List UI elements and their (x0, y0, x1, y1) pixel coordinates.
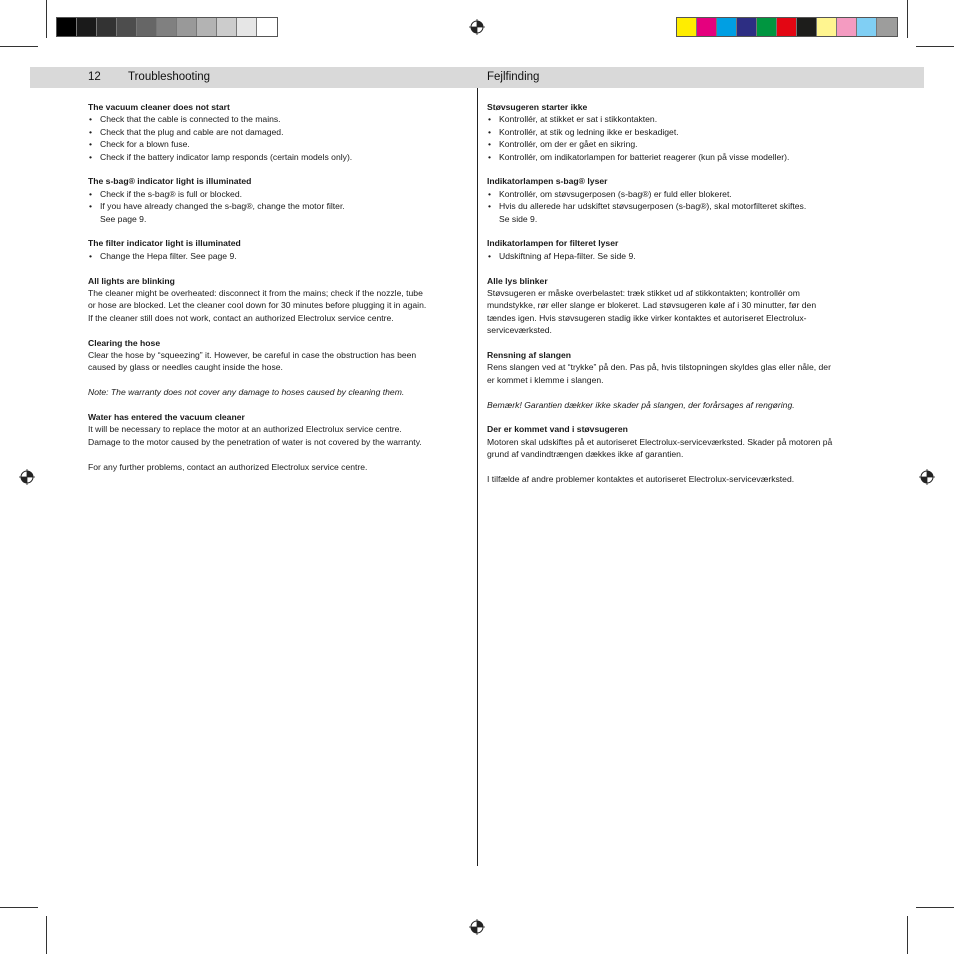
paragraph-line: caused by glass or needles caught inside the hose. (88, 362, 283, 373)
section-sbag-light (487, 175, 887, 225)
warranty-note (487, 399, 887, 411)
color-swatch (697, 18, 717, 36)
color-swatch (837, 18, 857, 36)
color-swatch (817, 18, 837, 36)
bullet-list (88, 250, 470, 262)
paragraph-line: Damage to the motor caused by the penetration of water is not covered by the warranty. (88, 436, 422, 447)
bullet-list (487, 113, 887, 163)
page-number: 12 (88, 71, 101, 83)
note-text: Note: The warranty does not cover any damage to hoses caused by cleaning them. (88, 387, 405, 398)
paragraph-line: Clear the hose by “squeezing” it. However, be careful in case the obstruction has been (88, 350, 417, 361)
color-swatch (197, 18, 217, 36)
section-sbag-light (88, 175, 470, 225)
list-item: • Check that the cable is connected to the mains. (88, 113, 470, 125)
list-item: • Change the Hepa filter. See page 9. (88, 250, 470, 262)
list-item: • Check if the s-bag® is full or blocked. (88, 188, 470, 200)
section-heading: All lights are blinking (88, 275, 175, 286)
registration-mark-icon (919, 469, 935, 485)
list-item (88, 200, 470, 225)
paragraph-line: Motoren skal udskiftes på et autoriseret Electrolux-serviceværksted. Skader på motoren på (487, 436, 833, 447)
section-heading: Indikatorlampen for filteret lyser (487, 238, 619, 249)
color-swatch (857, 18, 877, 36)
page-title-da: Fejlfinding (487, 71, 540, 83)
list-item: • Udskiftning af Hepa-filter. Se side 9. (487, 250, 887, 262)
warranty-note (88, 386, 470, 398)
list-item: • Kontrollér, at stik og ledning ikke er beskadiget. (487, 126, 887, 138)
color-swatch (77, 18, 97, 36)
color-swatch (157, 18, 177, 36)
section-heading: The vacuum cleaner does not start (88, 102, 230, 112)
section-water (487, 423, 887, 460)
list-item (487, 200, 887, 225)
section-lights-blinking (88, 275, 470, 325)
list-item-continuation: Se side 9. (499, 213, 538, 224)
section-heading: Rensning af slangen (487, 350, 572, 361)
list-item-text: Hvis du allerede har udskiftet støvsugerposen (s-bag®), skal motorfilteret skiftes. (499, 201, 807, 212)
list-item: • Check if the battery indicator lamp responds (certain models only). (88, 151, 470, 163)
color-swatch (757, 18, 777, 36)
section-lights-blinking (487, 275, 887, 337)
paragraph-line: er kommet i klemme i slangen. (487, 374, 604, 385)
registration-mark-icon (469, 19, 485, 35)
bullet-list (88, 188, 470, 225)
section-filter-light (88, 237, 470, 262)
list-item: • Kontrollér, om støvsugerposen (s-bag®) er fuld eller blokeret. (487, 188, 887, 200)
section-heading: Der er kommet vand i støvsugeren (487, 424, 628, 435)
registration-mark-icon (469, 919, 485, 935)
color-swatch (137, 18, 157, 36)
section-water (88, 411, 470, 448)
list-item: • Kontrollér, om indikatorlampen for batteriet reagerer (kun på visse modeller). (487, 151, 887, 163)
section-heading: The filter indicator light is illuminated (88, 238, 241, 249)
gray-calibration-bar (56, 17, 278, 37)
color-swatch (877, 18, 897, 36)
list-item: • Check that the plug and cable are not damaged. (88, 126, 470, 138)
section-not-start (487, 101, 887, 163)
section-clearing-hose (487, 349, 887, 386)
color-swatch (117, 18, 137, 36)
paragraph-line: Rens slangen ved at “trykke” på den. Pas på, hvis tilstopningen skyldes glas eller nåle, der (487, 362, 831, 373)
bullet-list (487, 188, 887, 225)
color-calibration-bar (676, 17, 898, 37)
color-swatch (717, 18, 737, 36)
danish-column (487, 101, 887, 498)
paragraph-line: If the cleaner still does not work, contact an authorized Electrolux service centre. (88, 312, 394, 323)
english-column (88, 101, 470, 485)
final-paragraph (487, 473, 887, 485)
section-not-start (88, 101, 470, 163)
list-item-text: If you have already changed the s-bag®, change the motor filter. (100, 201, 345, 212)
section-filter-light (487, 237, 887, 262)
paragraph-line: mundstykke, rør eller slange er blokeret. Lad støvsugeren køle af i 30 minutter, før den (487, 300, 817, 311)
section-clearing-hose (88, 337, 470, 374)
registration-mark-icon (19, 469, 35, 485)
bullet-list (487, 250, 887, 262)
final-paragraph (88, 461, 470, 473)
section-heading: Støvsugeren starter ikke (487, 102, 588, 112)
paragraph-line: or hose are blocked. Let the cleaner cool down for 30 minutes before plugging it in again. (88, 300, 427, 311)
color-swatch (797, 18, 817, 36)
color-swatch (677, 18, 697, 36)
section-heading: Alle lys blinker (487, 275, 548, 286)
paragraph-line: grund af vandindtrængen dækkes ikke af garantien. (487, 449, 684, 460)
list-item: • Kontrollér, om der er gået en sikring. (487, 138, 887, 150)
paragraph-line: tændes igen. Hvis støvsugeren stadig ikke virker kontaktes et autoriseret Electrolux- (487, 312, 807, 323)
paragraph-line: Støvsugeren er måske overbelastet: træk stikket ud af stikkontakten; kontrollér om (487, 288, 800, 299)
paragraph-line: I tilfælde af andre problemer kontaktes et autoriseret Electrolux-serviceværksted. (487, 474, 795, 485)
color-swatch (217, 18, 237, 36)
paragraph-line: It will be necessary to replace the motor at an authorized Electrolux service centre. (88, 424, 402, 435)
bullet-list (88, 113, 470, 163)
page-header (30, 67, 924, 88)
color-swatch (777, 18, 797, 36)
list-item-continuation: See page 9. (100, 213, 147, 224)
note-text: Bemærk! Garantien dækker ikke skader på slangen, der forårsages af rengøring. (487, 399, 795, 410)
list-item: • Kontrollér, at stikket er sat i stikkontakten. (487, 113, 887, 125)
section-heading: Water has entered the vacuum cleaner (88, 412, 245, 423)
color-swatch (237, 18, 257, 36)
color-swatch (177, 18, 197, 36)
list-item: • Check for a blown fuse. (88, 138, 470, 150)
column-divider (477, 88, 478, 866)
section-heading: Clearing the hose (88, 337, 161, 348)
color-swatch (97, 18, 117, 36)
section-heading: The s-bag® indicator light is illuminated (88, 176, 252, 187)
paragraph-line: serviceværksted. (487, 325, 552, 336)
page-title-en: Troubleshooting (128, 71, 211, 83)
paragraph-line: For any further problems, contact an authorized Electrolux service centre. (88, 461, 368, 472)
color-swatch (257, 18, 277, 36)
section-heading: Indikatorlampen s-bag® lyser (487, 176, 608, 187)
paragraph-line: The cleaner might be overheated: disconnect it from the mains; check if the nozzle, tube (88, 288, 423, 299)
color-swatch (57, 18, 77, 36)
color-swatch (737, 18, 757, 36)
